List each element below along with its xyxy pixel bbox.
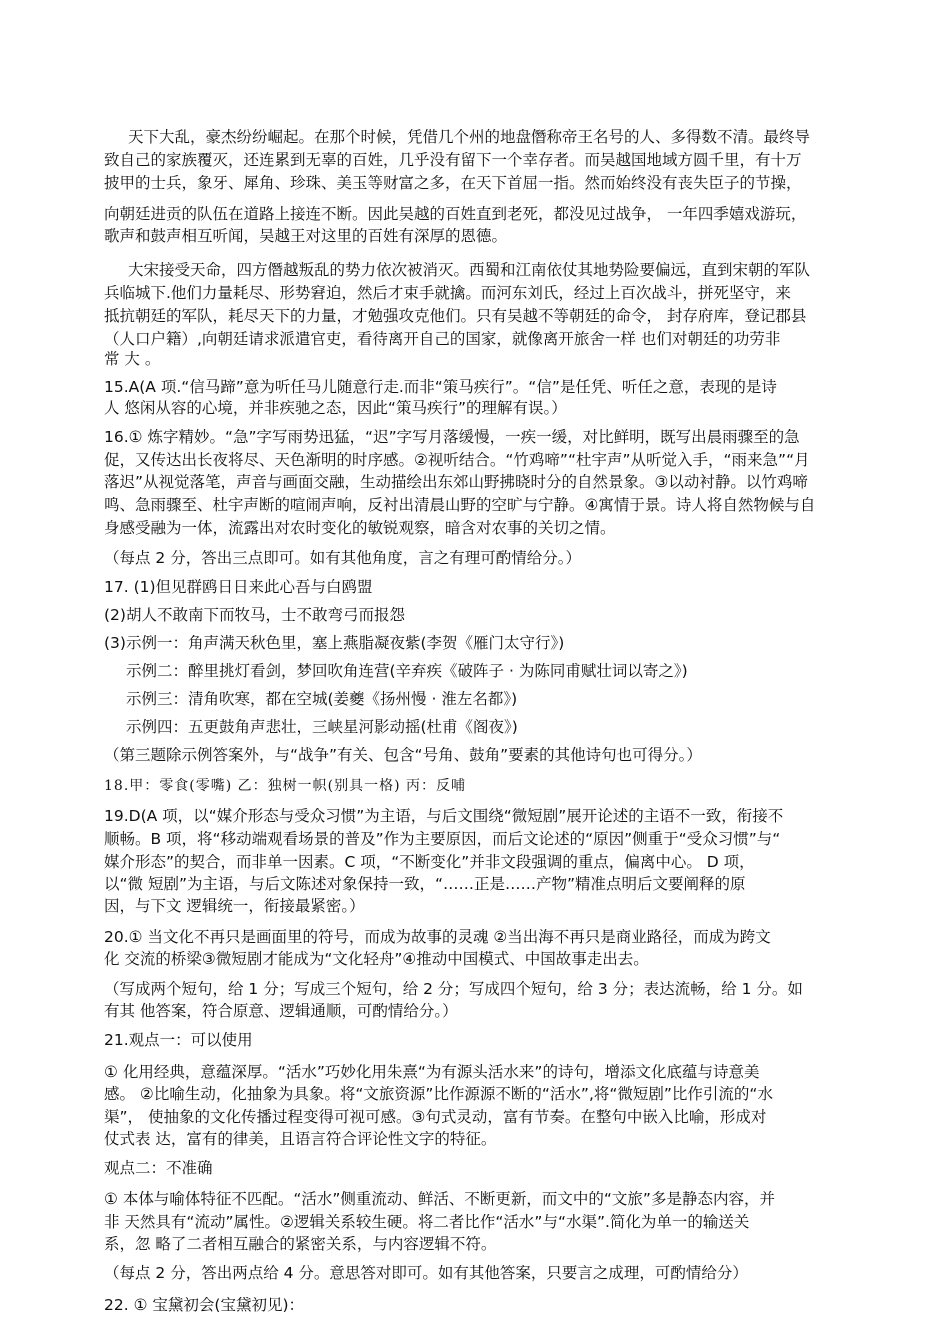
answer-18: 18.甲：零食(零嘴) 乙：独树一帜(别具一格) 丙：反哺 (104, 778, 467, 794)
text-line: 兵临城下.他们力量耗尽、形势窘迫，然后才束手就擒。而河东刘氏，经过上百次战斗，拼死坚守，来 (104, 284, 791, 302)
text-line: 以“微 短剧”为主语，与后文陈述对象保持一致，“……正是……产物”精准点明后文要阐释的原 (104, 875, 746, 893)
text-line: 身感受融为一体，流露出对农时变化的敏锐观察，暗含对农事的关切之情。 (104, 519, 616, 537)
answer-17: 17. (1)但见群鸥日日来此心吾与白鸥盟 (104, 578, 373, 596)
text-line: 非 天然具有“流动”属性。②逻辑关系较生硬。将二者比作“活水”与“水渠”.简化为单一的输送关 (104, 1213, 750, 1231)
text-line: 媒介形态”的契合，而非单一因素。C 项，“不断变化”并非文段强调的重点，偏离中心。 D 项， (104, 853, 755, 871)
text-line: 落迟”从视觉落笔，声音与画面交融，生动描绘出东郊山野拂晓时分的自然景象。③以动衬静。以竹鸡啼 (104, 473, 808, 491)
text-line: 常 大 。 (104, 350, 161, 368)
text-line: 示例四：五更鼓角声悲壮，三峡星河影动摇(杜甫《阁夜》) (126, 718, 518, 736)
text-line: 因，与下文 逻辑统一，衔接最紧密。） (104, 897, 365, 915)
text-line: 人 悠闲从容的心境，并非疾驰之态，因此“策马疾行”的理解有误。） (104, 399, 567, 417)
text-line: 披甲的士兵，象牙、犀角、珍珠、美玉等财富之多，在天下首屈一指。然而始终没有丧失臣子的节操， (104, 174, 802, 192)
answer-20: 20.① 当文化不再只是画面里的符号，而成为故事的灵魂 ②当出海不再只是商业路径，而成为跨文 (104, 928, 771, 946)
text-line: 观点二：不准确 (104, 1159, 213, 1177)
text-line: ① 本体与喻体特征不匹配。“活水”侧重流动、鲜活、不断更新，而文中的“文旅”多是静态内容，并 (104, 1190, 775, 1208)
text-line: (3)示例一：角声满天秋色里，塞上燕脂凝夜紫(李贺《雁门太守行》) (104, 634, 565, 652)
answer-16: 16.① 炼字精妙。“急”字写雨势迅猛，“迟”字写月落缓慢，一疾一缓，对比鲜明，既写出晨雨骤至的急 (104, 428, 800, 446)
text-line: 系，忽 略了二者相互融合的紧密关系，与内容逻辑不符。 (104, 1235, 497, 1253)
scoring-note: （每点 2 分，答出三点即可。如有其他角度，言之有理可酌情给分。） (104, 549, 581, 567)
answer-21: 21.观点一：可以使用 (104, 1031, 253, 1049)
text-line: 鸣、急雨骤至、杜宇声断的喧闹声响，反衬出清晨山野的空旷与宁静。④寓情于景。诗人将自然物候与自 (104, 496, 816, 514)
text-line: 顺畅。B 项，将“移动端观看场景的普及”作为主要原因，而后文论述的“原因”侧重于“受众习惯”与“ (104, 830, 781, 848)
text-line: 示例二：醉里挑灯看剑，梦回吹角连营(辛弃疾《破阵子 · 为陈同甫赋壮词以寄之》) (126, 662, 688, 680)
text-line: 渠”， 使抽象的文化传播过程变得可视可感。③句式灵动，富有节奏。在整句中嵌入比喻，形成对 (104, 1108, 767, 1126)
text-line: 抵抗朝廷的军队，耗尽天下的力量，才勉强攻克他们。只有吴越不等朝廷的命令， 封存府库，登记郡县 (104, 307, 807, 325)
scoring-note: （每点 2 分，答出两点给 4 分。意思答对即可。如有其他答案，只要言之成理，可酌情给分） (104, 1264, 748, 1282)
answer-19: 19.D(A 项，以“媒介形态与受众习惯”为主语，与后文围绕“微短剧”展开论述的主语不一致，衔接不 (104, 807, 784, 825)
text-line: 致自己的家族覆灭，还连累到无辜的百姓，几乎没有留下一个幸存者。而吴越国地域方圆千里，有十万 (104, 151, 802, 169)
text-line: (2)胡人不敢南下而牧马，士不敢弯弓而报怨 (104, 606, 405, 624)
scoring-note: （写成两个短句，给 1 分；写成三个短句，给 2 分；写成四个短句，给 3 分；表达流畅，给 1 分。如 (104, 980, 803, 998)
text-line: 促，又传达出长夜将尽、天色渐明的时序感。②视听结合。“竹鸡啼”“杜宇声”从听觉入手，“雨来急”“月 (104, 451, 810, 469)
scoring-note: （第三题除示例答案外，与“战争”有关、包含“号角、鼓角”要素的其他诗句也可得分。） (104, 746, 702, 764)
text-line: 天下大乱，豪杰纷纷崛起。在那个时候，凭借几个州的地盘僭称帝王名号的人、多得数不清。最终导 (128, 128, 811, 146)
text-line: 示例三：清角吹寒，都在空城(姜夔《扬州慢 · 淮左名都》) (126, 690, 518, 708)
text-line: 大宋接受天命，四方僭越叛乱的势力依次被消灭。西蜀和江南依仗其地势险要偏远，直到宋朝的军队 (128, 261, 811, 279)
text-line: （人口户籍）,向朝廷请求派遣官吏，看待离开自己的国家，就像离开旅舍一样 也们对朝廷的功劳非 (104, 330, 781, 348)
text-line: 歌声和鼓声相互听闻，吴越王对这里的百姓有深厚的恩德。 (104, 227, 508, 245)
text-line: 有其 他答案，符合原意、逻辑通顺，可酌情给分。） (104, 1002, 458, 1020)
text-line: 向朝廷进贡的队伍在道路上接连不断。因此吴越的百姓直到老死，都没见过战争， 一年四季嬉戏游玩， (104, 205, 807, 223)
text-line: 感。 ②比喻生动，化抽象为具象。将“文旅资源”比作源源不断的“活水”,将“微短剧”比作引流的“水 (104, 1085, 773, 1103)
answer-15: 15.A(A 项.“信马蹄”意为听任马儿随意行走.而非“策马疾行”。“信”是任凭、听任之意，表现的是诗 (104, 378, 777, 396)
text-line: 仗式表 达，富有的律美，且语言符合评论性文字的特征。 (104, 1130, 497, 1148)
text-line: 化 交流的桥梁③微短剧才能成为“文化轻舟”④推动中国模式、中国故事走出去。 (104, 950, 649, 968)
answer-22: 22. ① 宝黛初会(宝黛初见)： (104, 1296, 304, 1314)
text-line: ① 化用经典，意蕴深厚。“活水”巧妙化用朱熹“为有源头活水来”的诗句，增添文化底蕴与诗意美 (104, 1063, 760, 1081)
